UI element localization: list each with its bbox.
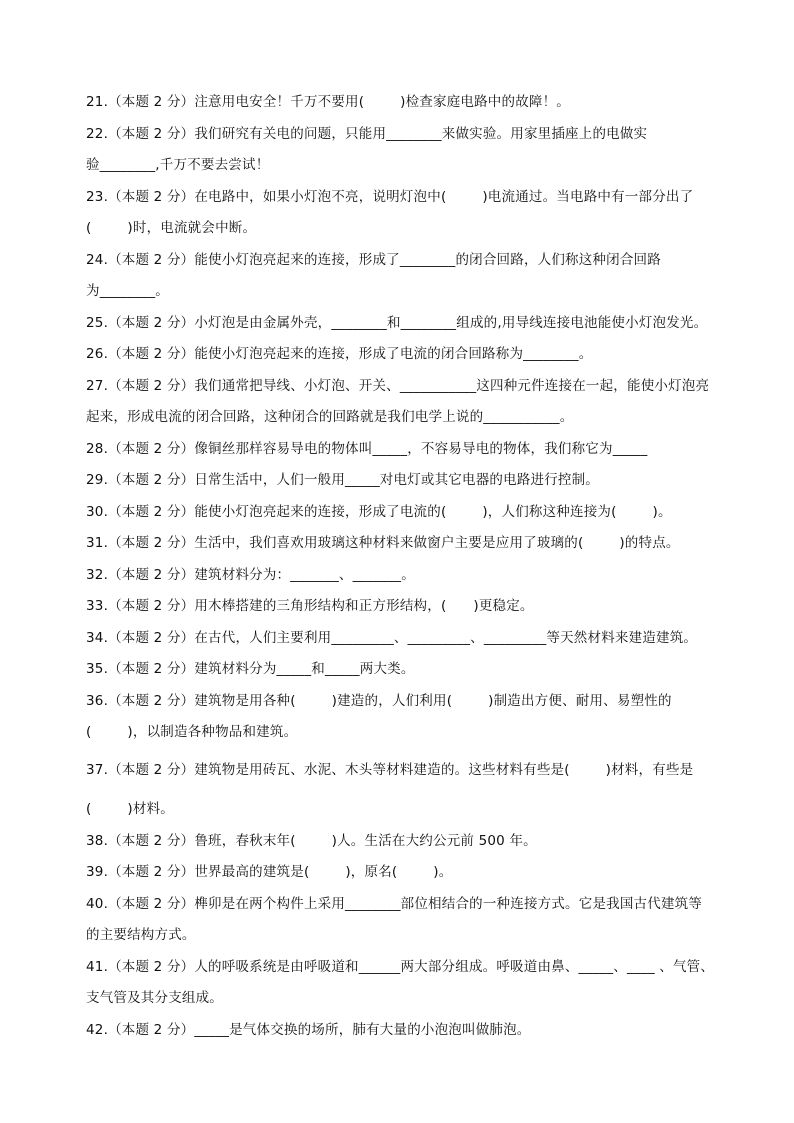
question-22: 22.（本题 2 分）我们研究有关电的问题，只能用________来做实验。用家里插座上的电做实	[86, 125, 648, 142]
question-34: 34.（本题 2 分）在古代，人们主要利用_________、_________、_________等天然材料来建造建筑。	[86, 629, 698, 646]
question-37: 37.（本题 2 分）建筑物是用砖瓦、水泥、木头等材料建造的。这些材料有些是( )材料，有些是	[86, 761, 694, 778]
question-31: 31.（本题 2 分）生活中，我们喜欢用玻璃这种材料来做窗户主要是应用了玻璃的( )的特点。	[86, 535, 680, 551]
question-list	[86, 87, 716, 1046]
question-41: 41.（本题 2 分）人的呼吸系统是由呼吸道和______两大部分组成。呼吸道由鼻、_____、____ 、气管、	[86, 958, 715, 975]
question-40-cont: 的主要结构方式。	[86, 927, 196, 943]
question-23-cont: ( )时，电流就会中断。	[86, 220, 257, 236]
question-35: 35.（本题 2 分）建筑材料分为_____和_____两大类。	[86, 661, 415, 677]
question-21: 21.（本题 2 分）注意用电安全！千万不要用( )检查家庭电路中的故障！。	[86, 94, 571, 110]
question-38: 38.（本题 2 分）鲁班，春秋末年( )人。生活在大约公元前 500 年。	[86, 832, 537, 849]
question-27-cont: 起来，形成电流的闭合回路，这种闭合的回路就是我们电学上说的___________。	[86, 409, 574, 425]
question-32: 32.（本题 2 分）建筑材料分为：_______、_______。	[86, 566, 415, 583]
question-36: 36.（本题 2 分）建筑物是用各种( )建造的，人们利用( )制造出方便、耐用、易塑性的	[86, 692, 672, 709]
question-39: 39.（本题 2 分）世界最高的建筑是( )，原名( )。	[86, 864, 453, 880]
question-33: 33.（本题 2 分）用木棒搭建的三角形结构和正方形结构，( )更稳定。	[86, 598, 534, 614]
question-40: 40.（本题 2 分）榫卯是在两个构件上采用________部位相结合的一种连接方式。它是我国古代建筑等	[86, 895, 703, 912]
question-36-cont: ( )，以制造各种物品和建筑。	[86, 724, 298, 740]
question-42: 42.（本题 2 分）_____是气体交换的场所，肺有大量的小泡泡叫做肺泡。	[86, 1021, 531, 1038]
spacer	[86, 786, 716, 794]
question-37-cont: ( )材料。	[86, 801, 174, 817]
question-41-cont: 支气管及其分支组成。	[86, 990, 223, 1006]
question-22-cont: 验________,千万不要去尝试！	[86, 157, 270, 173]
question-26: 26.（本题 2 分）能使小灯泡亮起来的连接，形成了电流的闭合回路称为________。	[86, 346, 593, 362]
question-24-cont: 为________。	[86, 283, 169, 299]
question-28: 28.（本题 2 分）像铜丝那样容易导电的物体叫_____，不容易导电的物体，我们称它为_____	[86, 440, 648, 457]
question-29: 29.（本题 2 分）日常生活中，人们一般用_____对电灯或其它电器的电路进行控制。	[86, 472, 599, 488]
question-23: 23.（本题 2 分）在电路中，如果小灯泡不亮，说明灯泡中( )电流通过。当电路中有一部分出了	[86, 188, 694, 205]
question-27: 27.（本题 2 分）我们通常把导线、小灯泡、开关、___________这四种元件连接在一起，能使小灯泡亮	[86, 377, 710, 394]
question-24: 24.（本题 2 分）能使小灯泡亮起来的连接，形成了________的闭合回路，人们称这种闭合回路	[86, 251, 661, 268]
question-25: 25.（本题 2 分）小灯泡是由金属外壳，________和________组成的,用导线连接电池能使小灯泡发光。	[86, 314, 708, 331]
question-30: 30.（本题 2 分）能使小灯泡亮起来的连接，形成了电流的( )，人们称这种连接为( )。	[86, 503, 672, 520]
